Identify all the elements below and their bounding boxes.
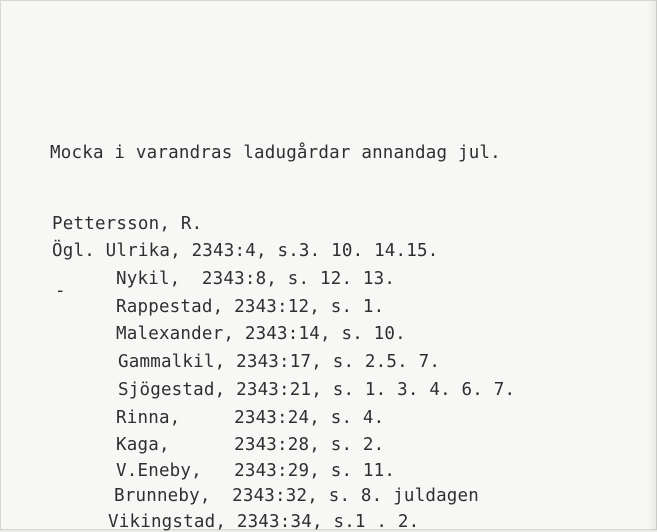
entry-line-malexander: Malexander, 2343:14, s. 10. [116,324,406,344]
entry-line-sjogestad: Sjögestad, 2343:21, s. 1. 3. 4. 6. 7. [118,380,516,400]
entry-line-brunneby: Brunneby, 2343:32, s. 8. juldagen [114,486,480,506]
entry-line-rinna: Rinna, 2343:24, s. 4. [116,408,385,428]
margin-dash: - [55,281,66,301]
surname-line: Pettersson, R. [52,214,203,234]
entry-line-veneby: V.Eneby, 2343:29, s. 11. [116,461,396,481]
entry-line-ulrika: Ögl. Ulrika, 2343:4, s.3. 10. 14.15. [52,241,439,261]
card-heading: Mocka i varandras ladugårdar annandag jul. [50,143,501,163]
entry-line-vikingstad: Vikingstad, 2343:34, s.1 . 2. [108,512,420,532]
entry-line-rappestad: Rappestad, 2343:12, s. 1. [116,297,385,317]
entry-line-gammalkil: Gammalkil, 2343:17, s. 2.5. 7. [118,352,441,372]
entry-line-nykil: Nykil, 2343:8, s. 12. 13. [116,269,396,289]
entry-line-kaga: Kaga, 2343:28, s. 2. [116,435,385,455]
